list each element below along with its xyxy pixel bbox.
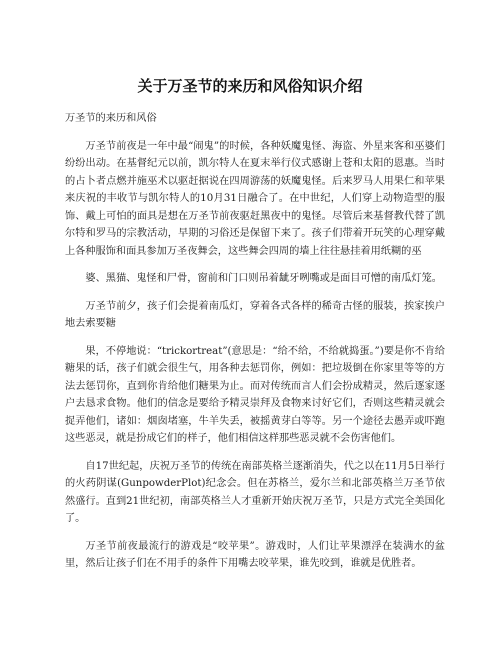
paragraph-origin: 万圣节前夜是一年中最“闹鬼”的时候，各种妖魔鬼怪、海盗、外星来客和巫婆们纷纷出动。在基督纪元以前，凯尔特人在夏末举行仪式感谢上苍和太阳的恩惠。当时的占卜者点燃并施巫术以驱赶据说在四周游荡的妖魔鬼怪。后来罗马人用果仁和苹果来庆祝的丰收节与凯尔特人的10月31日融合了。在中世纪，人们穿上动物造型的服饰、戴上可怕的面具是想在万圣节前夜驱赶黑夜中的鬼怪。尽管后来基督教代替了凯尔特和罗马的宗教活动，早期的习俗还是保留下来了。孩子们带着开玩笑的心理穿戴上各种服饰和面具参加万圣夜舞会，这些舞会四周的墙上往往悬挂着用纸糊的巫 [65, 140, 445, 257]
document-title: 关于万圣节的来历和风俗知识介绍 [137, 77, 363, 95]
paragraph-trick-or-treat: 果，不停地说：“trickortreat”(意思是：“给不给，不给就捣蛋。”)要是你不肯给糖果的话，孩子们就会很生气，用各种去惩罚你，例如：把垃圾倒在你家里等等的方法去惩罚你，直到你肯给他们糖果为止。而对传统而言人们会扮成精灵，然后逐家逐户去恳求食物。他们的信念是要给予精灵崇拜及食物来讨好它们，否则这些精灵就会捉弄他们，诸如：烟囱堵塞，牛羊失丢，被摇黄芽白等等。另一个途径去愚弄或吓跑这些恶灵，就是扮成它们的样子，他们相信这样那些恶灵就不会伤害他们。 [65, 345, 445, 444]
section-subtitle: 万圣节的来历和风俗 [65, 113, 157, 124]
document-body [65, 110, 445, 580]
paragraph-apple-game: 万圣节前夜最流行的游戏是“咬苹果”。游戏时，人们让苹果漂浮在装满水的盆里，然后让孩子们在不用手的条件下用嘴去咬苹果，谁先咬到，谁就是优胜者。 [65, 540, 445, 569]
paragraph-history: 自17世纪起，庆祝万圣节的传统在南部英格兰逐渐消失，代之以在11月5日举行的火药阴谋(GunpowderPlot)纪念会。但在苏格兰，爱尔兰和北部英格兰万圣节依然盛行。直到21世纪初，南部英格兰人才重新开始庆祝万圣节，只是方式完全美国化了。 [65, 460, 445, 524]
paragraph-lanterns: 婆、黑猫、鬼怪和尸骨，窗前和门口则吊着龇牙咧嘴或是面目可憎的南瓜灯笼。 [85, 273, 442, 284]
paragraph-costumes: 万圣节前夕，孩子们会提着南瓜灯，穿着各式各样的稀奇古怪的服装，挨家挨户地去索要糖 [65, 300, 445, 329]
